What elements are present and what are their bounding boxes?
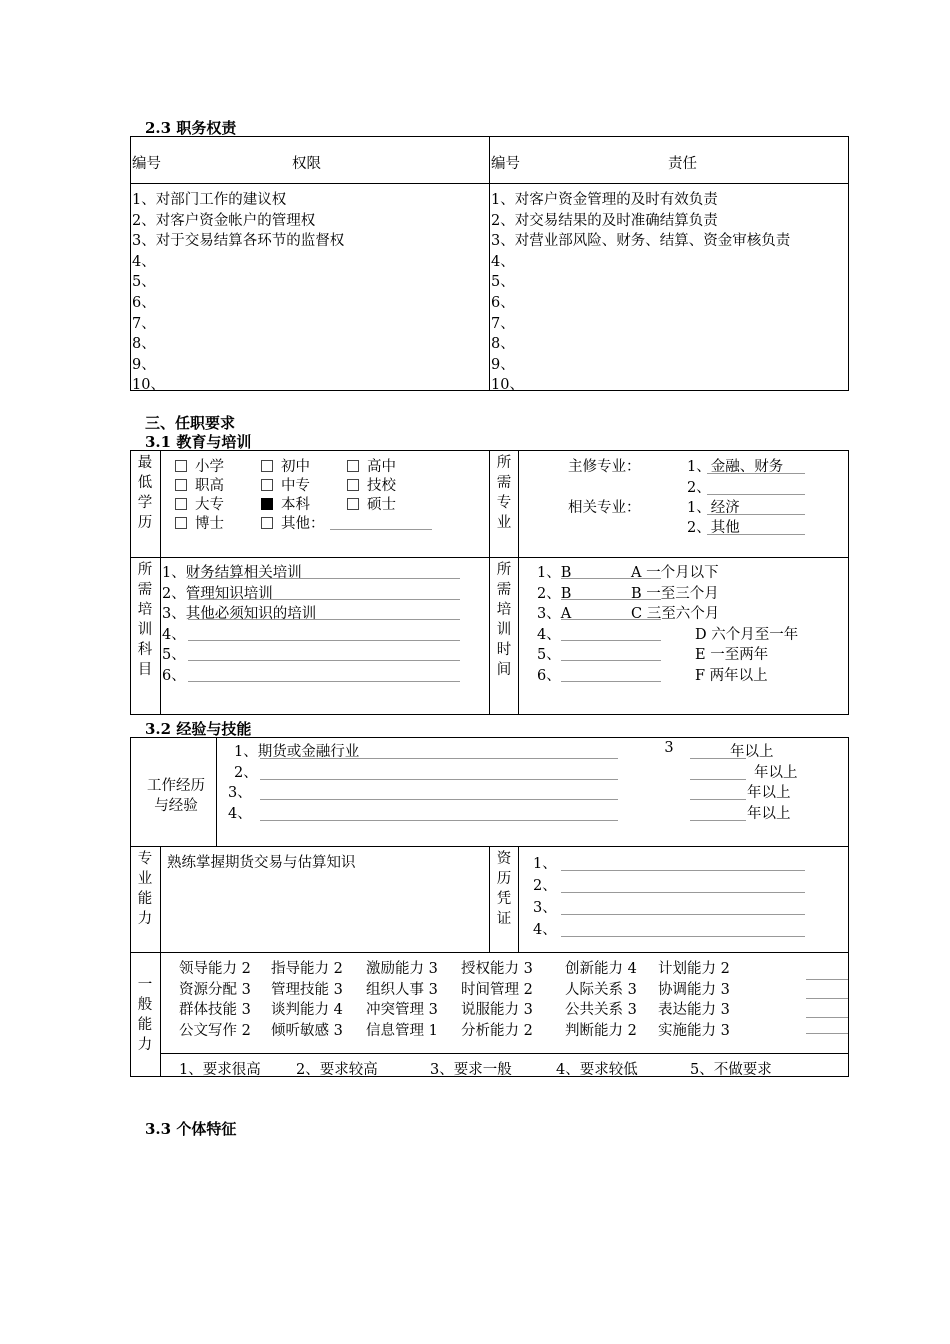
- training-time-item: 4、: [537, 626, 561, 643]
- training-time-underline: [561, 681, 661, 682]
- related-major-label: 相关专业：: [568, 500, 641, 516]
- ability-item: 公文写作 2: [179, 1022, 251, 1039]
- ability-item: 判断能力 2: [565, 1022, 637, 1039]
- edu-checkbox[interactable]: [175, 517, 187, 529]
- time-option: E 一至两年: [695, 647, 769, 663]
- cred-item: 2、: [533, 878, 557, 894]
- edu-option-label: 本科: [281, 497, 310, 513]
- ability-item: 激励能力 3: [366, 961, 438, 977]
- cred-underline: [561, 892, 805, 893]
- years-underline: [690, 779, 746, 780]
- training-underline: [188, 619, 460, 620]
- training-time-underline: [561, 660, 661, 661]
- legend-item: 2、要求较高: [296, 1062, 378, 1078]
- hdr-authority: 权限: [292, 156, 321, 172]
- training-label: 所需培训科目: [137, 562, 153, 678]
- work-underline: [260, 758, 618, 759]
- edu-option-label: 初中: [281, 459, 310, 475]
- hdr-no-right: 编号: [491, 156, 520, 172]
- authority-item: 9、: [132, 356, 156, 373]
- legend-item: 3、要求一般: [430, 1062, 512, 1078]
- training-underline: [188, 660, 460, 661]
- pro-label: 专业能力: [137, 851, 153, 927]
- time-option: A 一个月以下: [631, 565, 719, 581]
- work-item: 2、: [234, 764, 258, 781]
- edu-checkbox[interactable]: [347, 498, 359, 510]
- edu-option-label: 中专: [281, 478, 310, 494]
- legend-item: 1、要求很高: [179, 1062, 261, 1078]
- responsibility-item: 6、: [491, 295, 515, 311]
- authority-item: 5、: [132, 274, 156, 291]
- ability-item: 说服能力 3: [461, 1002, 533, 1018]
- ability-item: 公共关系 3: [565, 1002, 637, 1018]
- ability-item: 领导能力 2: [179, 961, 251, 977]
- edu-checkbox[interactable]: [261, 460, 273, 472]
- ability-item: 实施能力 3: [658, 1022, 730, 1039]
- years-suffix: 年以上: [747, 805, 791, 822]
- ability-item: 冲突管理 3: [366, 1002, 438, 1018]
- work-item: 4、: [228, 805, 252, 822]
- edu-checkbox[interactable]: [175, 460, 187, 472]
- ability-item: 谈判能力 4: [271, 1002, 343, 1018]
- edu-option-label: 高中: [367, 459, 396, 475]
- responsibility-item: 3、对营业部风险、财务、结算、资金审核负责: [491, 233, 791, 250]
- edu-checkbox[interactable]: [261, 498, 273, 510]
- ability-item: 指导能力 2: [271, 961, 343, 977]
- legend-item: 4、要求较低: [556, 1062, 638, 1078]
- ability-item: 时间管理 2: [461, 981, 533, 998]
- edu-option-label: 职高: [195, 478, 224, 494]
- hdr-responsibility: 责任: [668, 156, 697, 172]
- edu-option-label: 硕士: [367, 497, 396, 513]
- cred-item: 1、: [533, 856, 557, 872]
- section-3-2-title: 3.2 经验与技能: [145, 720, 252, 738]
- training-item: 5、: [162, 647, 186, 663]
- responsibility-item: 10、: [491, 377, 524, 394]
- main-major-2: 2、: [687, 480, 711, 496]
- responsibility-item: 5、: [491, 274, 515, 291]
- training-underline: [188, 578, 460, 579]
- responsibility-item: 4、: [491, 253, 515, 270]
- edu-checkbox[interactable]: [175, 498, 187, 510]
- edu-checkbox[interactable]: [261, 479, 273, 491]
- min-edu-label: 最低学历: [137, 455, 153, 531]
- time-option: B 一至三个月: [631, 585, 719, 602]
- main-major-1: 1、金融、财务: [687, 459, 784, 475]
- edu-option-label: 博士: [195, 516, 224, 532]
- authority-item: 1、对部门工作的建议权: [132, 192, 287, 208]
- training-item: 2、管理知识培训: [162, 585, 273, 602]
- cred-item: 4、: [533, 922, 557, 938]
- authority-item: 8、: [132, 336, 156, 353]
- edu-checkbox[interactable]: [261, 517, 273, 529]
- related-major-2: 2、其他: [687, 520, 740, 536]
- training-time-item: 2、B: [537, 585, 572, 602]
- training-item: 1、财务结算相关培训: [162, 565, 302, 581]
- edu-checkbox[interactable]: [347, 460, 359, 472]
- major-label: 所需专业: [496, 455, 512, 531]
- legend-item: 5、不做要求: [690, 1062, 772, 1078]
- training-time-underline: [561, 640, 661, 641]
- section-3-1-title: 3.1 教育与培训: [145, 433, 252, 451]
- general-label: 一般能力: [137, 977, 153, 1053]
- ability-item: 计划能力 2: [658, 961, 730, 977]
- cred-underline: [561, 870, 805, 871]
- authority-item: 6、: [132, 295, 156, 311]
- work-underline: [260, 779, 618, 780]
- edu-option-label: 技校: [367, 478, 396, 494]
- responsibility-item: 8、: [491, 336, 515, 353]
- responsibility-item: 1、对客户资金管理的及时有效负责: [491, 192, 718, 208]
- years-underline: [690, 820, 746, 821]
- section-2-3-title: 2.3 职务权责: [145, 119, 237, 137]
- ability-item: 表达能力 3: [658, 1002, 730, 1018]
- ability-item: 倾听敏感 3: [271, 1022, 343, 1039]
- ability-item: 协调能力 3: [658, 981, 730, 998]
- training-item: 3、其他必须知识的培训: [162, 606, 317, 622]
- years-suffix: 年以上: [754, 764, 798, 781]
- cred-underline: [561, 914, 805, 915]
- ability-item: 分析能力 2: [461, 1022, 533, 1039]
- work-item: 1、期货或金融行业: [234, 744, 360, 760]
- training-underline: [188, 599, 460, 600]
- training-underline: [188, 681, 460, 682]
- section-3-3-title: 3.3 个体特征: [145, 1120, 237, 1138]
- years-suffix: 年以上: [730, 744, 774, 760]
- training-time-item: 3、A: [537, 606, 572, 622]
- pro-text: 熟练掌握期货交易与估算知识: [167, 855, 356, 871]
- training-time-item: 1、B: [537, 565, 572, 581]
- ability-item: 创新能力 4: [565, 961, 637, 977]
- training-time-item: 6、: [537, 667, 561, 684]
- authority-item: 2、对客户资金帐户的管理权: [132, 212, 316, 229]
- work-underline: [260, 820, 618, 821]
- ability-item: 管理技能 3: [271, 981, 343, 998]
- section-3-title: 三、任职要求: [145, 414, 236, 432]
- authority-item: 3、对于交易结算各环节的监督权: [132, 233, 345, 250]
- responsibility-item: 9、: [491, 356, 515, 373]
- time-option: D 六个月至一年: [695, 626, 799, 643]
- years-underline: [690, 799, 746, 800]
- edu-option-label: 大专: [195, 497, 224, 513]
- edu-checkbox[interactable]: [175, 479, 187, 491]
- hdr-no-left: 编号: [132, 156, 161, 172]
- time-option: F 两年以上: [695, 667, 768, 684]
- ability-item: 组织人事 3: [366, 981, 438, 998]
- training-item: 4、: [162, 626, 186, 643]
- edu-option-label: 小学: [195, 459, 224, 475]
- training-item: 6、: [162, 667, 186, 684]
- work-item: 3、: [228, 785, 252, 801]
- related-major-1: 1、经济: [687, 500, 740, 516]
- work-underline: [260, 799, 618, 800]
- edu-checkbox[interactable]: [347, 479, 359, 491]
- main-major-label: 主修专业：: [568, 459, 641, 475]
- cred-label: 资历凭证: [496, 851, 512, 927]
- authority-item: 7、: [132, 315, 156, 332]
- training-time-item: 5、: [537, 647, 561, 663]
- training-time-label: 所需培训时间: [496, 562, 512, 678]
- responsibility-item: 7、: [491, 315, 515, 332]
- ability-item: 人际关系 3: [565, 981, 637, 998]
- authority-item: 10、: [132, 377, 165, 394]
- years-value: 3: [664, 740, 674, 756]
- cred-item: 3、: [533, 900, 557, 916]
- edu-option-label: 其他：: [281, 516, 325, 532]
- ability-item: 资源分配 3: [179, 981, 251, 998]
- ability-item: 群体技能 3: [179, 1002, 251, 1018]
- ability-item: 信息管理 1: [366, 1022, 438, 1039]
- cred-underline: [561, 936, 805, 937]
- ability-item: 授权能力 3: [461, 961, 533, 977]
- training-underline: [188, 640, 460, 641]
- responsibility-item: 2、对交易结果的及时准确结算负责: [491, 212, 718, 229]
- years-suffix: 年以上: [747, 785, 791, 801]
- work-label: 工作经历与经验: [147, 778, 205, 814]
- time-option: C 三至六个月: [631, 606, 720, 622]
- authority-item: 4、: [132, 253, 156, 270]
